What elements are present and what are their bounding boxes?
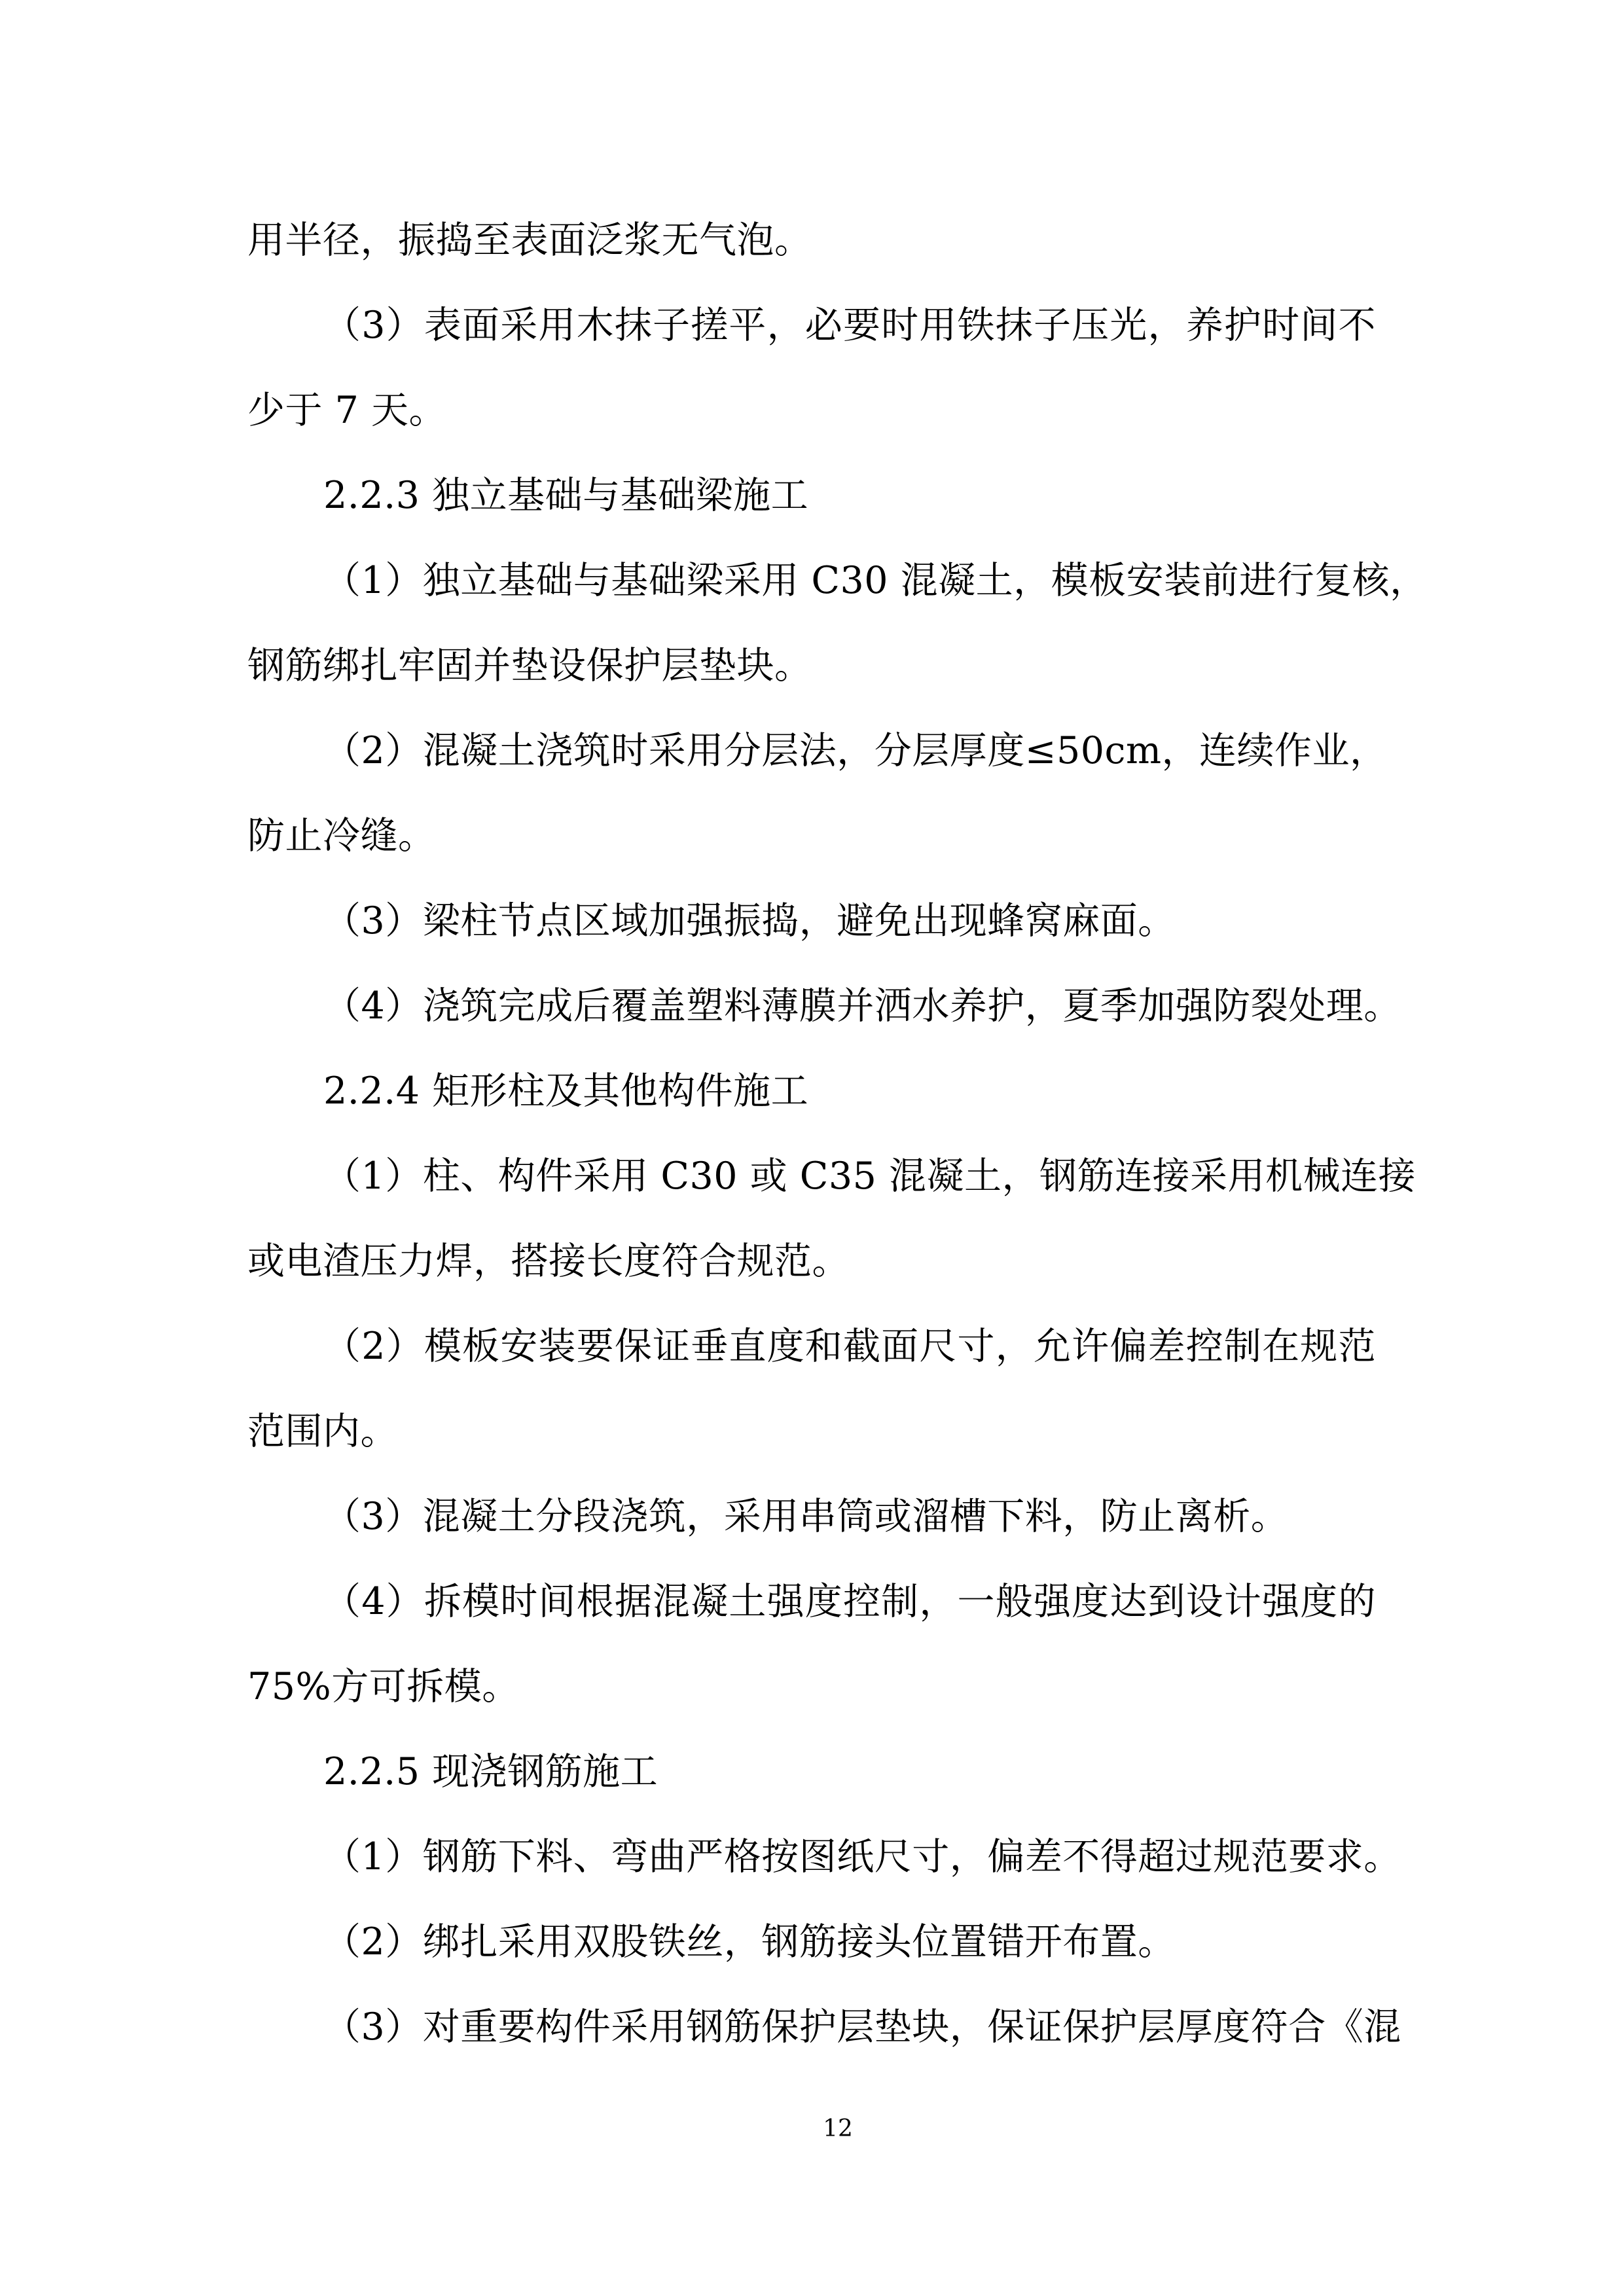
page-number: 12: [823, 2115, 853, 2142]
paragraph-item-1-rebar-cutting: （1）钢筋下料、弯曲严格按图纸尺寸，偏差不得超过规范要求。: [323, 1835, 1401, 1878]
text-line-continuation: 少于 7 天。: [247, 389, 447, 432]
text-line-continuation: 范围内。: [247, 1410, 398, 1453]
paragraph-item-1-foundation: （1）独立基础与基础梁采用 C30 混凝土，模板安装前进行复核，: [323, 559, 1428, 602]
section-heading-2-2-4: 2.2.4 矩形柱及其他构件施工: [323, 1069, 809, 1113]
paragraph-item-1-columns: （1）柱、构件采用 C30 或 C35 混凝土，钢筋连接采用机械连接: [323, 1155, 1416, 1198]
text-line-continuation: 钢筋绑扎牢固并垫设保护层垫块。: [247, 644, 812, 687]
paragraph-item-4-formwork-removal: （4）拆模时间根据混凝土强度控制，一般强度达到设计强度的: [323, 1580, 1376, 1623]
paragraph-item-3-segment-pouring: （3）混凝土分段浇筑，采用串筒或溜槽下料，防止离析。: [323, 1495, 1289, 1538]
paragraph-item-4-curing: （4）浇筑完成后覆盖塑料薄膜并洒水养护，夏季加强防裂处理。: [323, 984, 1401, 1028]
paragraph-item-2-rebar-tying: （2）绑扎采用双股铁丝，钢筋接头位置错开布置。: [323, 1920, 1176, 1964]
paragraph-item-2-layered-pouring: （2）混凝土浇筑时采用分层法，分层厚度≤50cm，连续作业，: [323, 729, 1388, 772]
section-heading-2-2-5: 2.2.5 现浇钢筋施工: [323, 1750, 659, 1793]
paragraph-item-3-cover-blocks: （3）对重要构件采用钢筋保护层垫块，保证保护层厚度符合《混: [323, 2005, 1401, 2049]
text-line-continuation: 用半径，振捣至表面泛浆无气泡。: [247, 219, 812, 262]
paragraph-item-3-joint-vibration: （3）梁柱节点区域加强振捣，避免出现蜂窝麻面。: [323, 899, 1176, 942]
text-line-continuation: 75%方可拆模。: [247, 1665, 520, 1708]
paragraph-item-3-surface-finishing: （3）表面采用木抹子搓平，必要时用铁抹子压光，养护时间不: [323, 304, 1376, 347]
text-line-continuation: 防止冷缝。: [247, 814, 436, 857]
text-line-continuation: 或电渣压力焊，搭接长度符合规范。: [247, 1240, 850, 1283]
page-body: [247, 198, 1428, 2070]
paragraph-item-2-formwork: （2）模板安装要保证垂直度和截面尺寸，允许偏差控制在规范: [323, 1325, 1376, 1368]
section-heading-2-2-3: 2.2.3 独立基础与基础梁施工: [323, 474, 809, 517]
